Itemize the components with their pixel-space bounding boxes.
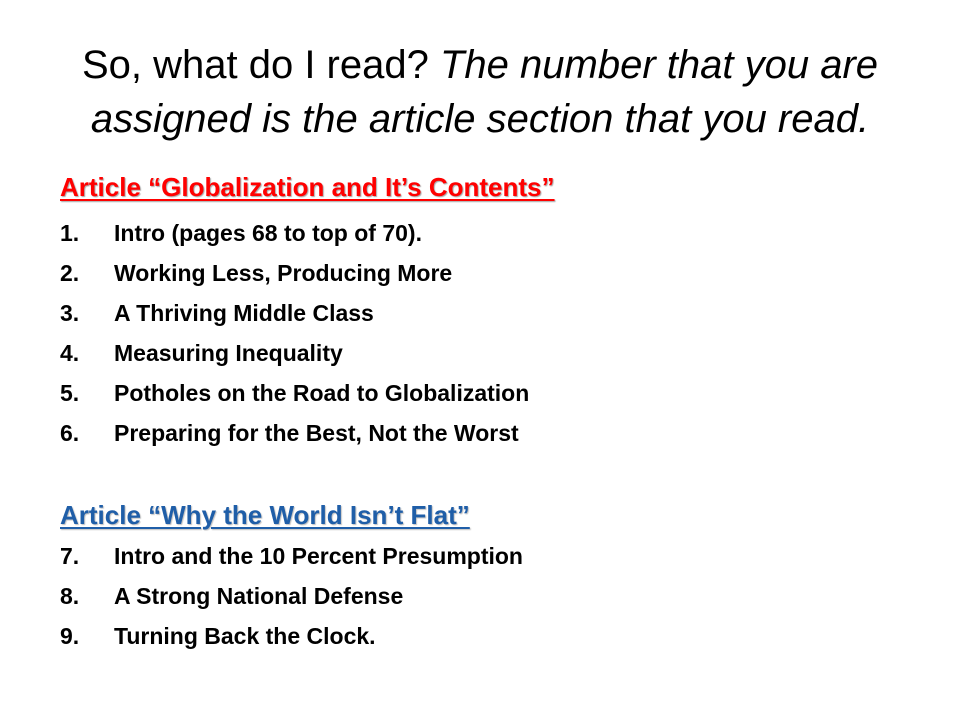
slide-title [30, 38, 930, 146]
list-item [60, 541, 523, 581]
article-section-list-1 [60, 218, 529, 458]
title-lead: So, what do I read? [81, 43, 429, 87]
list-item [60, 418, 529, 458]
item-text: A Strong National Defense [114, 583, 404, 609]
article-section-list-2 [60, 541, 523, 661]
list-item [60, 258, 529, 298]
item-text: Preparing for the Best, Not the Worst [114, 420, 519, 446]
item-number: 1. [60, 220, 80, 246]
item-number: 5. [60, 380, 80, 406]
item-number: 8. [60, 583, 80, 609]
item-number: 2. [60, 260, 80, 286]
title-emphasis: The number that you are assigned is the article section that you read. [90, 43, 879, 141]
item-text: A Thriving Middle Class [114, 300, 374, 326]
article-heading-globalization[interactable]: Article “Globalization and It’s Contents” [60, 172, 555, 202]
item-number: 7. [60, 543, 80, 569]
item-text: Measuring Inequality [114, 340, 343, 366]
item-number: 3. [60, 300, 80, 326]
list-item [60, 581, 523, 621]
list-item [60, 378, 529, 418]
item-number: 6. [60, 420, 80, 446]
item-text: Turning Back the Clock. [114, 623, 376, 649]
list-item [60, 298, 529, 338]
item-text: Intro (pages 68 to top of 70). [114, 220, 422, 246]
list-item [60, 338, 529, 378]
item-text: Intro and the 10 Percent Presumption [114, 543, 523, 569]
list-item [60, 218, 529, 258]
list-item [60, 621, 523, 661]
article-heading-world-not-flat[interactable]: Article “Why the World Isn’t Flat” [60, 500, 470, 530]
item-number: 4. [60, 340, 80, 366]
item-number: 9. [60, 623, 80, 649]
item-text: Potholes on the Road to Globalization [114, 380, 530, 406]
item-text: Working Less, Producing More [114, 260, 453, 286]
